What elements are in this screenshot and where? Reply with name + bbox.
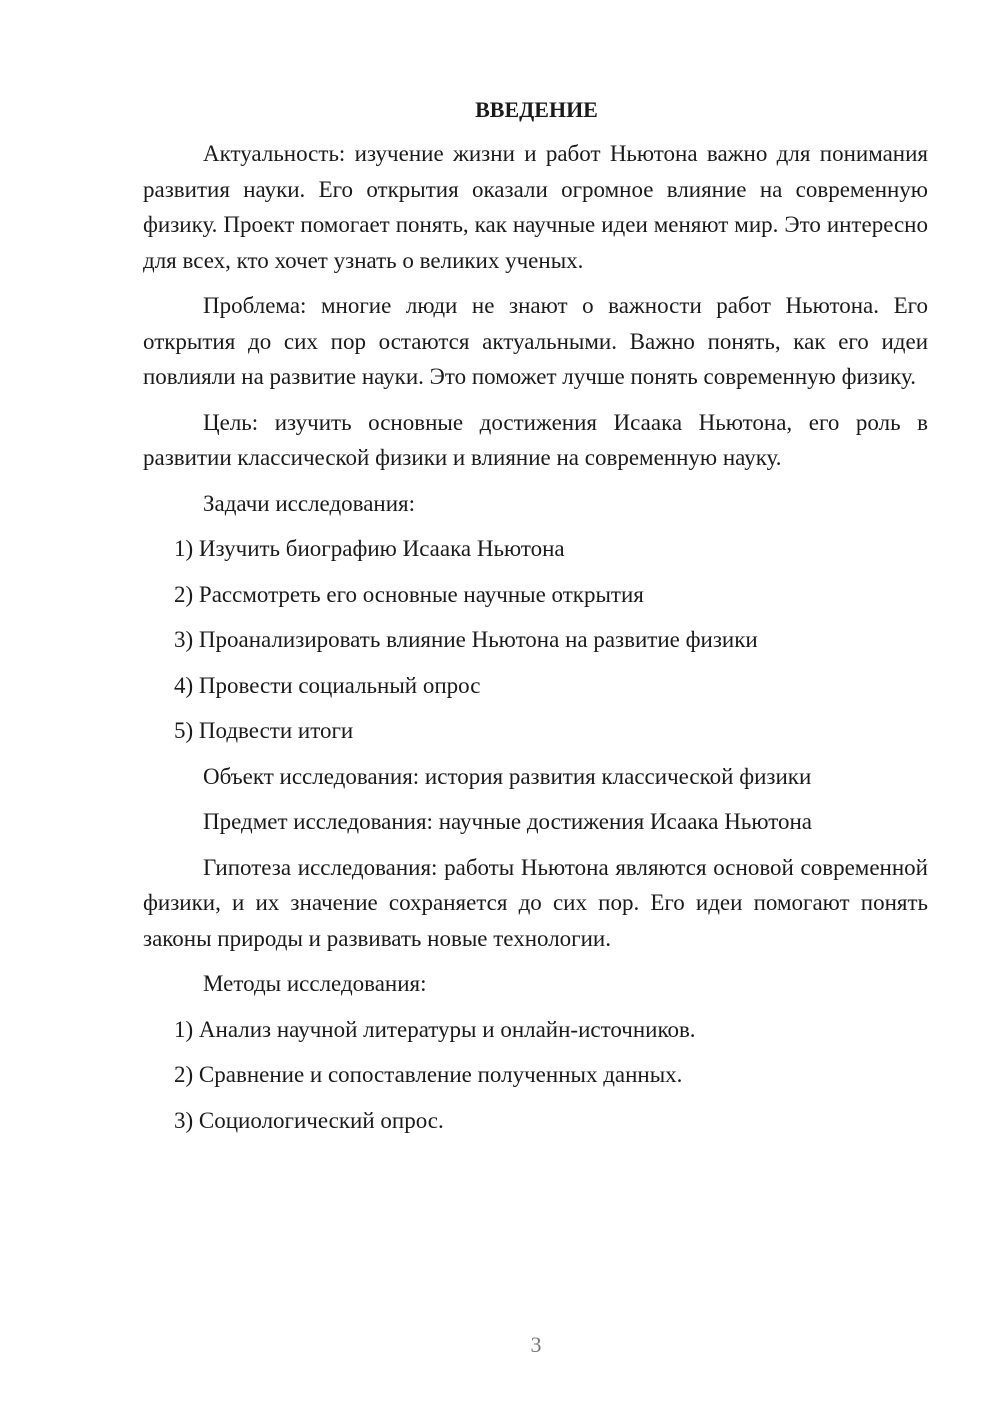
list-item: 1) Анализ научной литературы и онлайн-источников.: [174, 1016, 696, 1042]
methods-heading: Методы исследования:: [203, 971, 427, 996]
section-title: ВВЕДЕНИЕ: [475, 97, 598, 122]
subject-paragraph: Предмет исследования: научные достижения Исаака Ньютона: [203, 809, 812, 834]
list-item: 3) Проанализировать влияние Ньютона на развитие физики: [174, 627, 758, 652]
page-number: 3: [530, 1332, 542, 1357]
problem-paragraph: Проблема: многие люди не знают о важности работ Ньютона. Его открытия до сих пор остаются актуальными. Важно понять, как его идеи повлияли на развитие науки. Это поможет лучше понять современную физику.: [143, 293, 928, 389]
list-item: 4) Провести социальный опрос: [174, 672, 481, 698]
list-item: 2) Рассмотреть его основные научные открытия: [174, 581, 644, 607]
relevance-paragraph: Актуальность: изучение жизни и работ Ньютона важно для понимания развития науки. Его открытия оказали огромное влияние на современную физику. Проект помогает понять, как научные идеи меняют мир. Это интересно для всех, кто хочет узнать о великих ученых.: [143, 141, 928, 273]
list-item: 2) Сравнение и сопоставление полученных данных.: [174, 1062, 683, 1087]
goal-paragraph: Цель: изучить основные достижения Исаака Ньютона, его роль в развитии классической физики и влияние на современную науку.: [143, 409, 928, 470]
tasks-heading: Задачи исследования:: [203, 490, 416, 516]
tasks-list: [143, 531, 928, 749]
hypothesis-paragraph: Гипотеза исследования: работы Ньютона являются основой современной физики, и их значение сохраняется до сих пор. Его идеи помогают понять законы природы и развивать новые технологии.: [143, 854, 928, 951]
document-page: [143, 92, 928, 1148]
methods-list: [143, 1012, 928, 1139]
list-item: 5) Подвести итоги: [174, 718, 354, 743]
object-paragraph: Объект исследования: история развития классической физики: [203, 763, 812, 789]
list-item: 1) Изучить биографию Исаака Ньютона: [174, 536, 565, 561]
list-item: 3) Социологический опрос.: [174, 1107, 444, 1133]
